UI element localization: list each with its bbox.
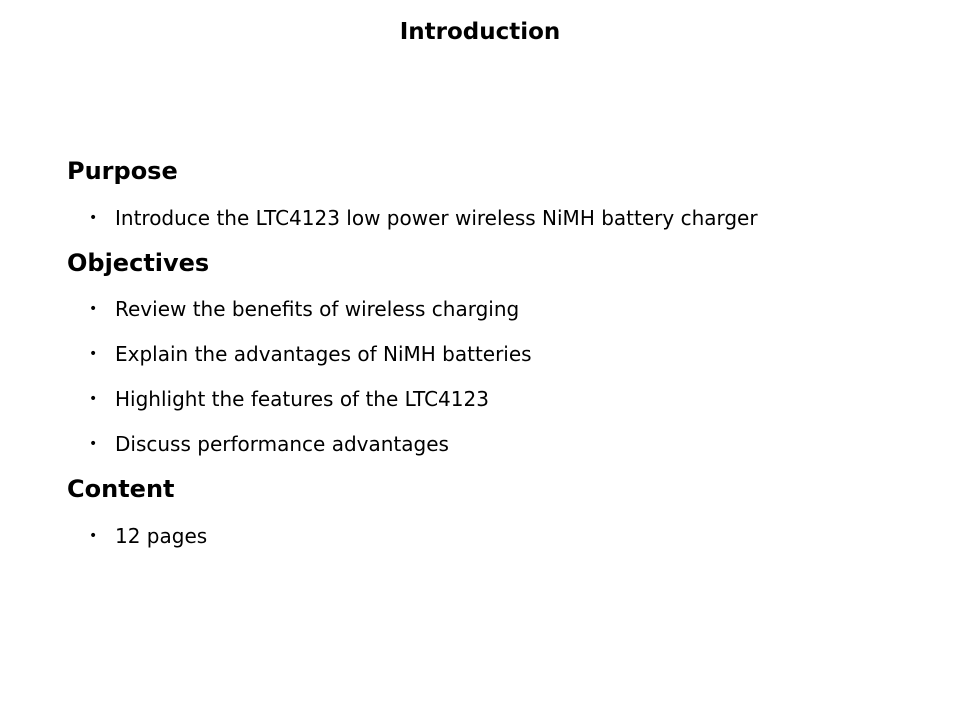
- bullet-icon: •: [89, 391, 98, 407]
- slide-body: [67, 154, 927, 550]
- slide-title: Introduction: [399, 19, 561, 45]
- objectives-bullet: [67, 295, 927, 323]
- bullet-text: Review the benefits of wireless charging: [115, 297, 520, 321]
- bullet-text: Discuss performance advantages: [115, 432, 449, 456]
- bullet-icon: •: [89, 436, 98, 452]
- bullet-text: Highlight the features of the LTC4123: [115, 387, 489, 411]
- bullet-icon: •: [89, 210, 98, 226]
- objectives-bullet-list: [67, 295, 927, 458]
- objectives-bullet: [67, 385, 927, 413]
- content-bullet-list: [67, 522, 927, 550]
- bullet-icon: •: [89, 346, 98, 362]
- bullet-text: Explain the advantages of NiMH batteries: [115, 342, 532, 366]
- bullet-icon: •: [89, 528, 98, 544]
- section-heading-content: Content: [67, 475, 175, 503]
- purpose-bullet-list: [67, 204, 927, 232]
- bullet-text: Introduce the LTC4123 low power wireless NiMH battery charger: [115, 206, 758, 230]
- purpose-bullet: [67, 204, 927, 232]
- section-heading-purpose: Purpose: [67, 157, 178, 185]
- bullet-icon: •: [89, 301, 98, 317]
- objectives-bullet: [67, 430, 927, 458]
- section-heading-objectives: Objectives: [67, 249, 210, 277]
- objectives-bullet: [67, 340, 927, 368]
- content-bullet: [67, 522, 927, 550]
- bullet-text: 12 pages: [115, 524, 208, 548]
